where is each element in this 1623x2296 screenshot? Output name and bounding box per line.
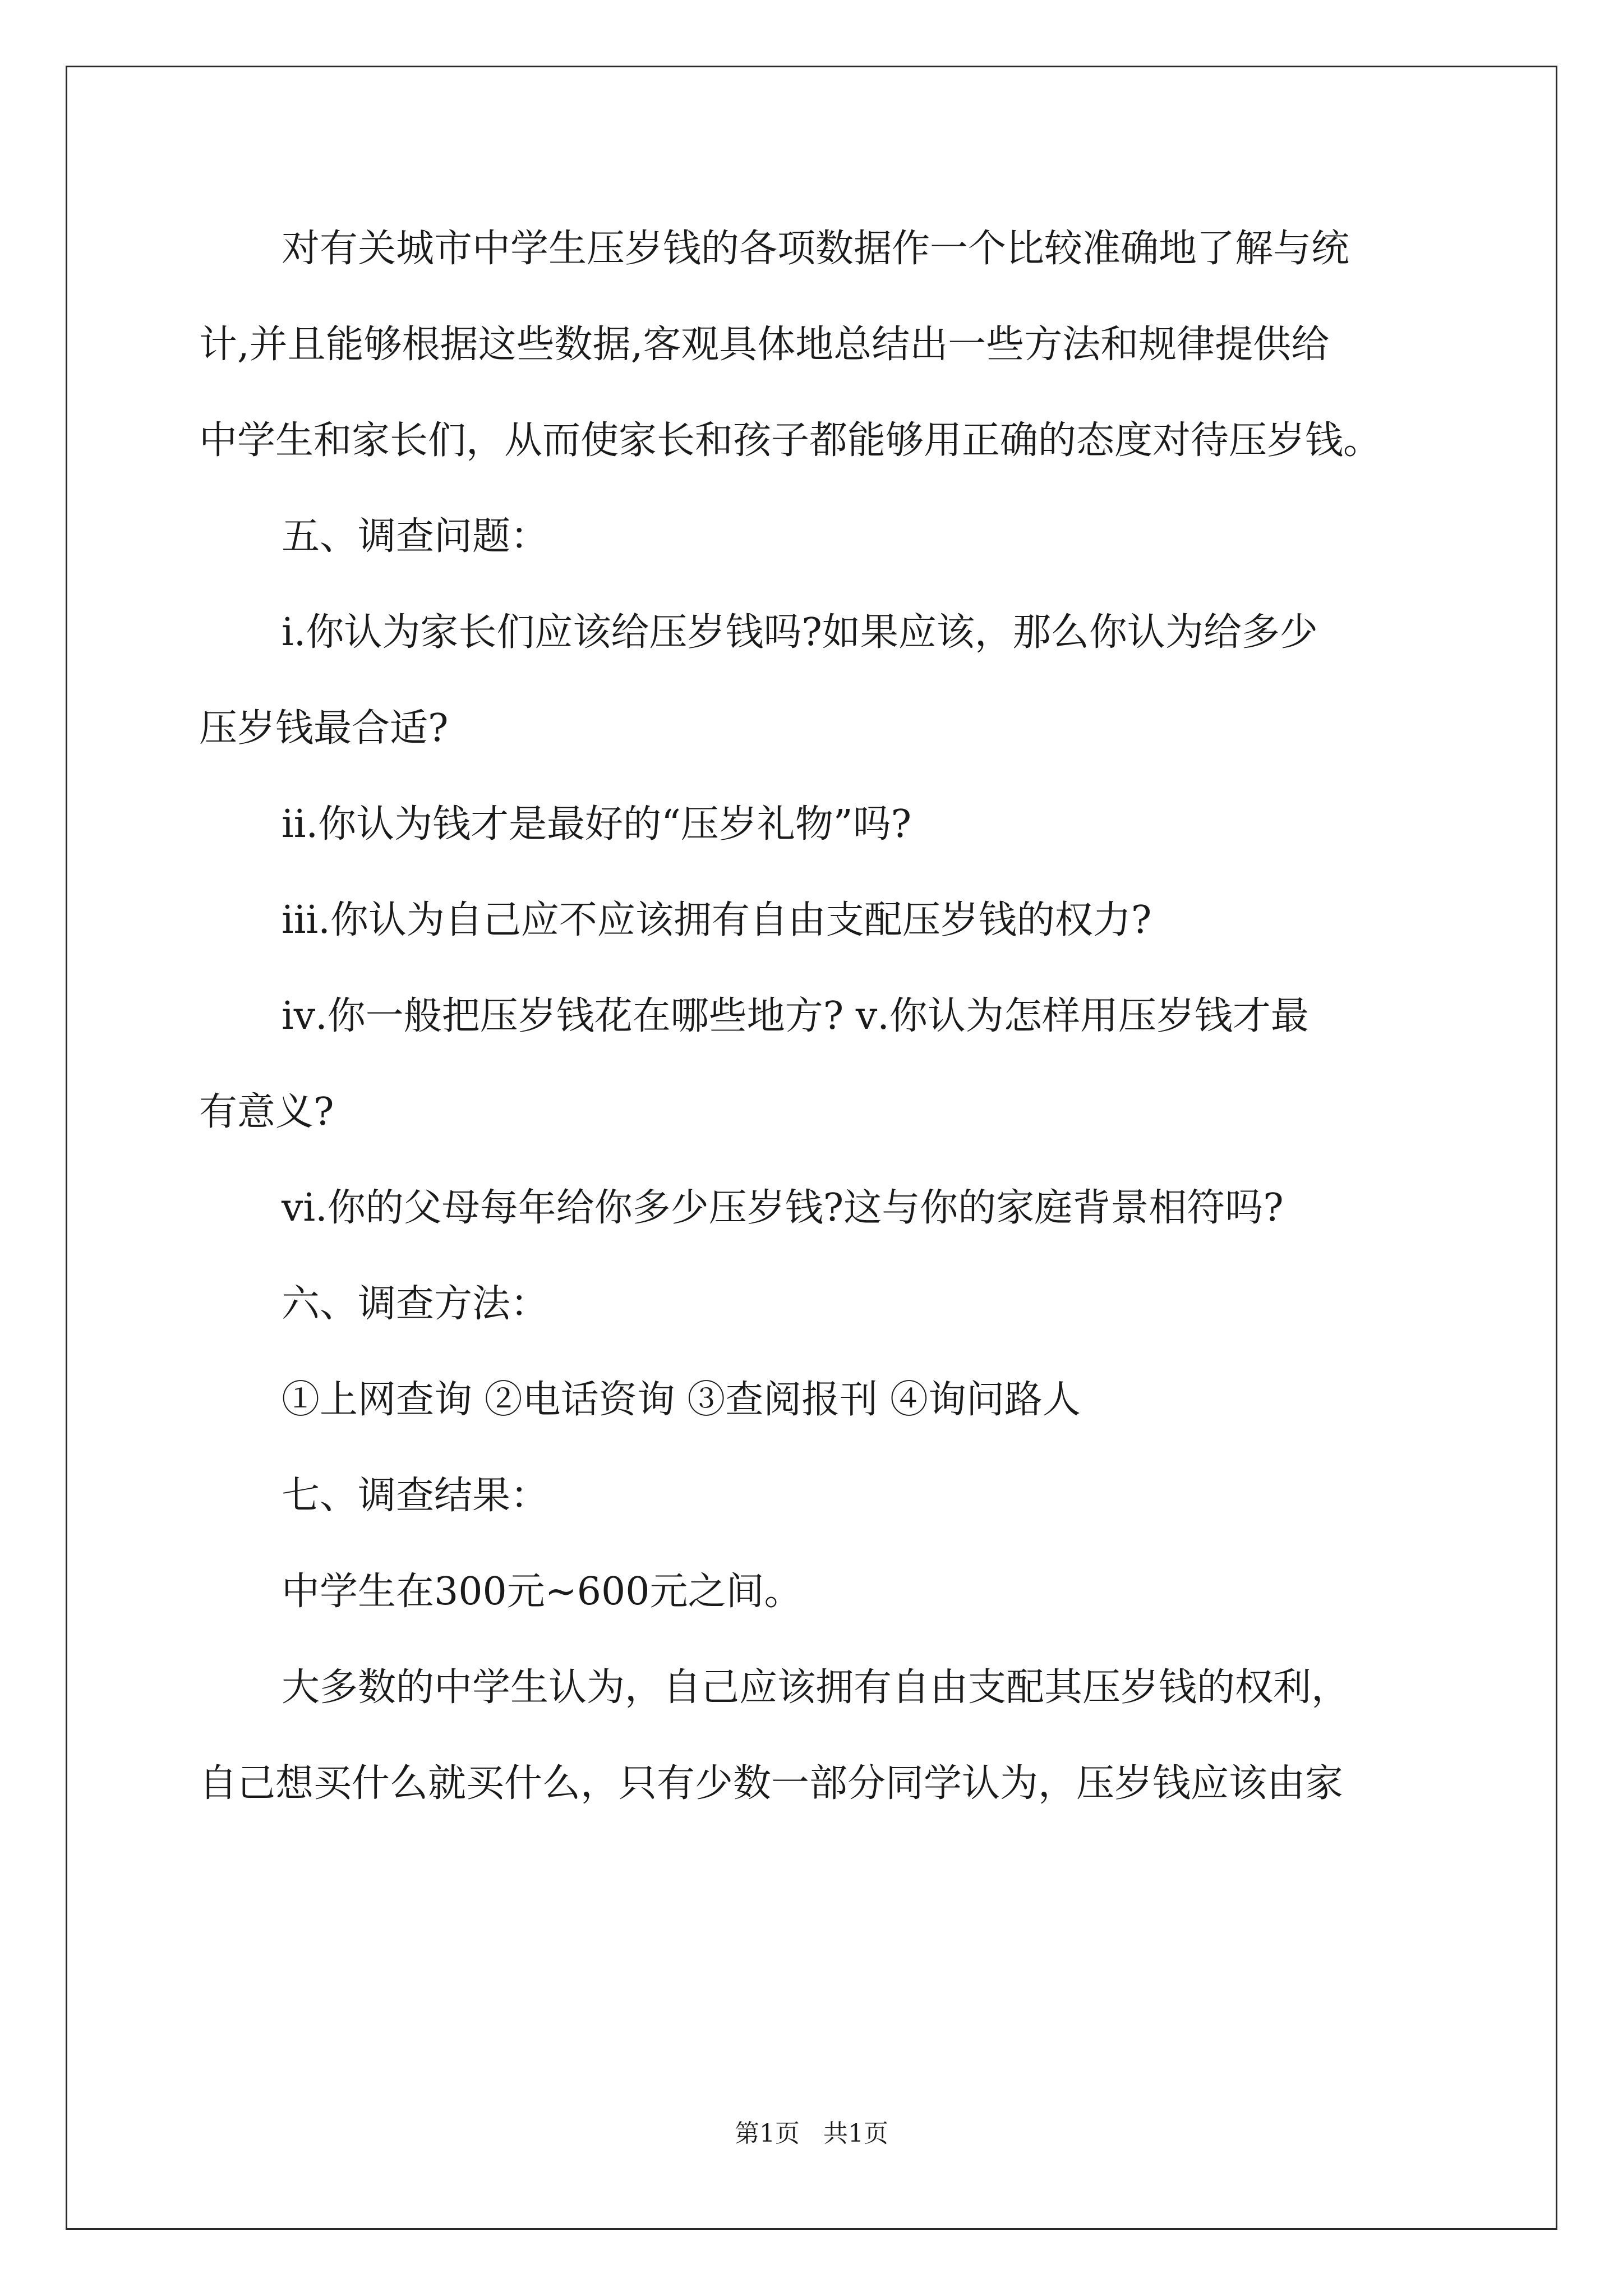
paragraph-line: 计,并且能够根据这些数据,客观具体地总结出一些方法和规律提供给 [199, 323, 1330, 367]
section-heading: 五、调查问题： [282, 514, 549, 559]
question-line: ⅱ.你认为钱才是最好的“压岁礼物”吗? [282, 802, 912, 846]
question-line: 有意义? [199, 1090, 334, 1134]
page-footer: 第1页 共1页 [735, 2119, 888, 2148]
section-heading: 六、调查方法： [282, 1282, 549, 1326]
question-line: ⅲ.你认为自己应不应该拥有自由支配压岁钱的权力? [282, 898, 1152, 942]
method-list: ①上网查询 ②电话资询 ③查阅报刊 ④询问路人 [282, 1378, 1081, 1422]
paragraph-line: 自己想买什么就买什么，只有少数一部分同学认为，压岁钱应该由家 [199, 1761, 1344, 1806]
question-line: ⅳ.你一般把压岁钱花在哪些地方? ⅴ.你认为怎样用压岁钱才最 [282, 994, 1309, 1038]
section-heading: 七、调查结果： [282, 1474, 549, 1518]
paragraph-line: 大多数的中学生认为，自己应该拥有自由支配其压岁钱的权利， [282, 1665, 1350, 1710]
paragraph-line: 对有关城市中学生压岁钱的各项数据作一个比较准确地了解与统 [282, 227, 1350, 271]
question-line: 压岁钱最合适? [199, 706, 449, 751]
question-line: ⅵ.你的父母每年给你多少压岁钱?这与你的家庭背景相符吗? [282, 1186, 1284, 1230]
paragraph-line: 中学生和家长们，从而使家长和孩子都能够用正确的态度对待压岁钱。 [199, 418, 1382, 463]
result-line: 中学生在300元~600元之间。 [282, 1570, 803, 1614]
page-border [66, 66, 1557, 2230]
question-line: ⅰ.你认为家长们应该给压岁钱吗?如果应该，那么你认为给多少 [282, 610, 1318, 655]
